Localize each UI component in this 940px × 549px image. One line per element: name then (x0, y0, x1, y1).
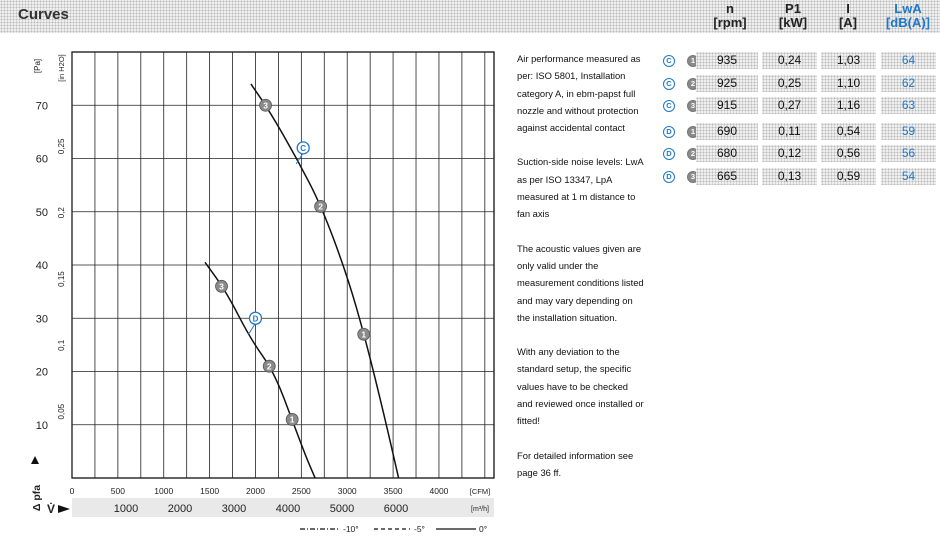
y2-tick-group (57, 339, 66, 351)
header-bar (0, 0, 940, 33)
cell-n: 935 (696, 52, 758, 69)
cell-p1: 0,11 (762, 123, 817, 140)
cell-lwa: 63 (881, 97, 936, 114)
y-unit-label: [Pa] (33, 58, 42, 74)
cell-p1: 0,24 (762, 52, 817, 69)
desc-para-5: For detailed information see page 36 ff. (517, 449, 634, 478)
x-unit-label: [CFM] (469, 487, 491, 496)
cell-n: 915 (696, 97, 758, 114)
point-badge: 1 (687, 126, 699, 138)
x2-tick-label: 6000 (383, 503, 409, 515)
col-header-lwa: LwA [dB(A)] (885, 1, 931, 30)
cell-p1: 0,25 (762, 75, 817, 92)
y2-tick-group (57, 138, 66, 154)
desc-para-1: Air performance measured as per: ISO 5801, Installation category A, in ebm-papst full nozzle and without protection against accidental contact (517, 53, 641, 134)
cell-n: 690 (696, 123, 758, 140)
x-tick-label: 3500 (383, 486, 403, 496)
point-badge: 3 (687, 171, 699, 183)
legend-label: -10° (343, 524, 359, 534)
cell-i: 1,03 (821, 52, 876, 69)
description-text (517, 50, 645, 498)
y2-tick-group (57, 207, 66, 219)
x-tick-label: 1500 (200, 486, 220, 496)
x2-tick-label: 5000 (329, 503, 355, 515)
y2-unit-group (57, 54, 66, 82)
cell-n: 925 (696, 75, 758, 92)
cell-i: 0,54 (821, 123, 876, 140)
cell-i: 1,16 (821, 97, 876, 114)
col-header-p1: P1 [kW] (778, 1, 808, 30)
cell-lwa: 59 (881, 123, 936, 140)
cell-i: 0,59 (821, 168, 876, 185)
y-tick-label: 70 (35, 100, 48, 113)
curve-tag-label: C (300, 143, 307, 153)
y-tick-label: 40 (35, 260, 48, 272)
cell-i: 0,56 (821, 145, 876, 162)
x2-axis-label: V̇ (46, 502, 56, 516)
point-label: 2 (266, 361, 272, 372)
cell-p1: 0,27 (762, 97, 817, 114)
x2-tick-label: 3000 (221, 503, 247, 515)
y2-tick-group (57, 271, 66, 287)
curve-badge: C (663, 100, 675, 112)
legend-label: -5° (414, 524, 425, 534)
y2-tick-label: 0,2 (57, 207, 66, 219)
curve-badge: D (663, 148, 675, 160)
cell-i: 1,10 (821, 75, 876, 92)
curve-tag-label: D (252, 314, 259, 324)
y2-unit-label: [in H2O] (57, 54, 66, 82)
x-tick-label: 2500 (291, 486, 311, 496)
point-badge: 3 (687, 100, 699, 112)
point-label: 2 (318, 201, 323, 212)
x-tick-label: 2000 (246, 486, 265, 496)
col-header-n: n [rpm] (713, 1, 747, 30)
cell-lwa: 54 (881, 168, 936, 185)
x-tick-label: 0 (69, 486, 75, 496)
x2-tick-label: 2000 (167, 503, 193, 515)
point-label: 1 (361, 329, 367, 340)
point-label: 3 (219, 281, 224, 292)
x-tick-label: 500 (110, 486, 125, 496)
y-axis-label: Δ pfa (31, 484, 43, 512)
x-tick-label: 4000 (429, 486, 449, 496)
page-title: Curves (18, 6, 69, 23)
y2-tick-label: 0,05 (57, 403, 66, 420)
point-label: 3 (263, 100, 268, 111)
desc-para-2: Suction-side noise levels: LwA as per ISO 13347, LpA measured at 1 m distance to fan axis (517, 156, 644, 220)
y-axis-arrow (31, 456, 39, 464)
desc-para-4: With any deviation to the standard setup, the specific values have to be checked and reviewed once installed or fitted! (517, 346, 644, 427)
curve-badge: D (663, 171, 675, 183)
y2-tick-label: 0,15 (57, 271, 66, 287)
fan-curve-chart (0, 33, 510, 549)
cell-lwa: 64 (881, 52, 936, 69)
x2-axis-arrow (58, 505, 70, 513)
x2-tick-label: 4000 (275, 503, 301, 515)
y2-tick-label: 0,1 (57, 339, 66, 351)
y2-tick-label: 0,25 (57, 138, 66, 155)
cell-n: 680 (696, 145, 758, 162)
y-unit-group (33, 59, 42, 73)
cell-n: 665 (696, 168, 758, 185)
y-tick-label: 50 (35, 206, 48, 219)
y-tick-label: 30 (35, 313, 48, 326)
x2-unit-label: [m³/h] (471, 506, 489, 513)
desc-para-3: The acoustic values given are only valid under the measurement conditions listed and may vary depending on the installation situation. (517, 242, 644, 323)
x2-tick-label: 1000 (113, 503, 139, 515)
x-tick-label: 3000 (337, 486, 357, 496)
y-tick-label: 60 (35, 153, 48, 166)
point-badge: 2 (687, 148, 699, 160)
x-tick-label: 1000 (154, 486, 174, 496)
point-badge: 1 (687, 55, 699, 67)
cell-lwa: 62 (881, 75, 936, 92)
point-badge: 2 (687, 78, 699, 90)
y2-tick-group (57, 403, 66, 419)
cell-lwa: 56 (881, 145, 936, 162)
cell-p1: 0,12 (762, 145, 817, 162)
col-header-i: I [A] (838, 1, 858, 30)
point-label: 1 (289, 414, 295, 425)
legend-label: 0° (479, 524, 488, 534)
y-tick-label: 10 (35, 419, 48, 432)
cell-p1: 0,13 (762, 168, 817, 185)
curve-badge: C (663, 78, 675, 90)
y-axis-label-group (31, 485, 43, 511)
y-tick-label: 20 (35, 366, 48, 379)
curve-badge: C (663, 55, 675, 67)
curve-badge: D (663, 126, 675, 138)
